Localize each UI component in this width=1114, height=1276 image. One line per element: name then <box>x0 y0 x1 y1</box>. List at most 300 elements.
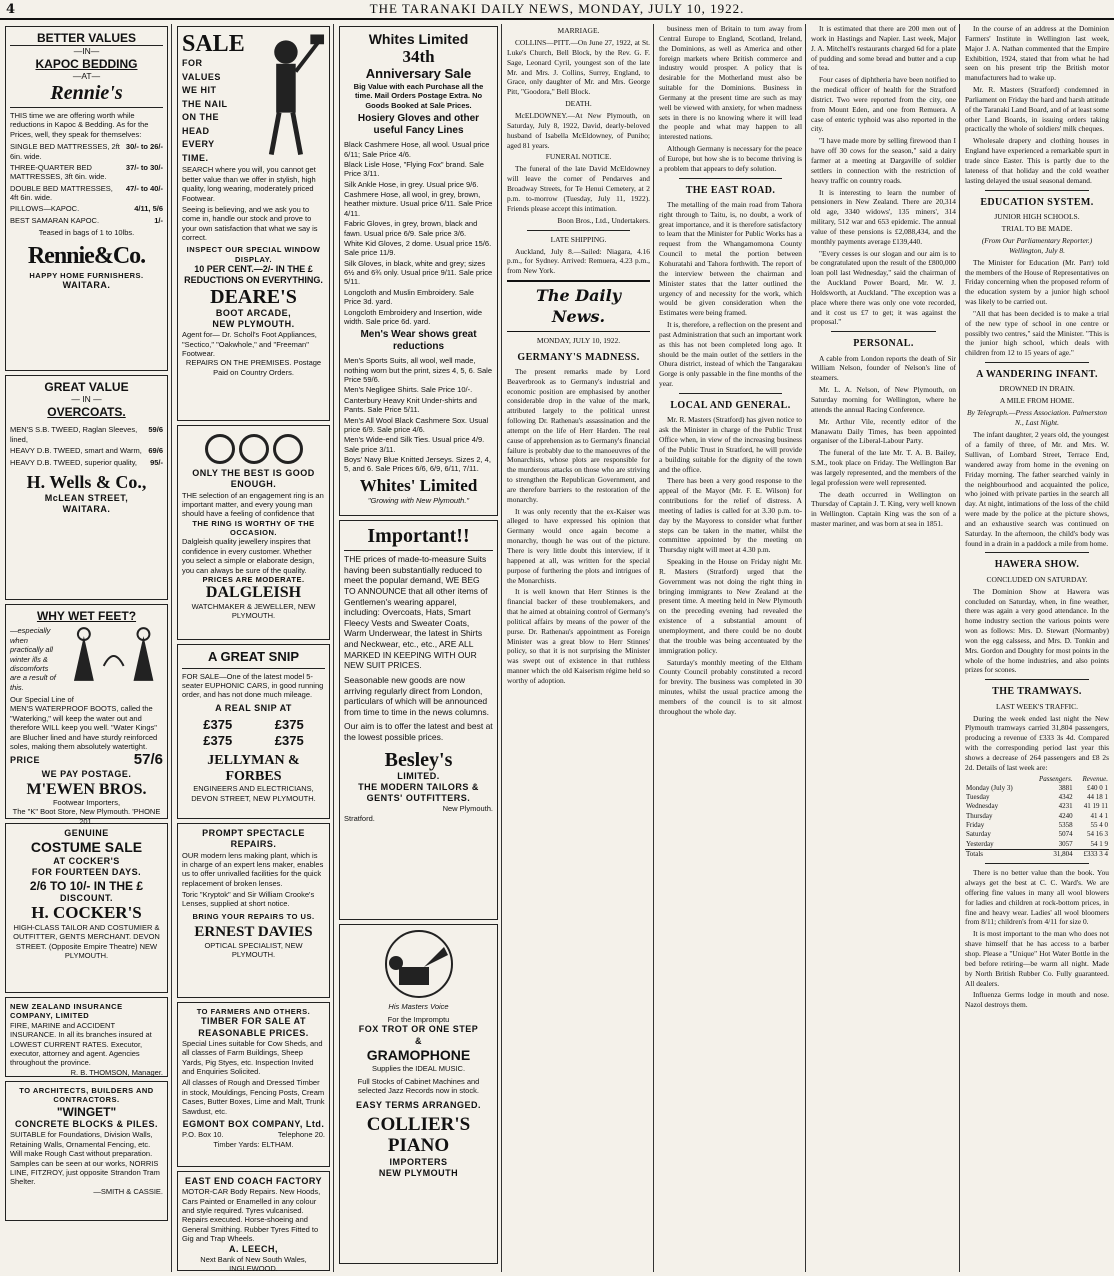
table-row <box>965 812 1109 821</box>
gramophone-supplies: Supplies the IDEAL MUSIC. <box>371 1063 466 1073</box>
article-paragraph: It is interesting to learn the number of pensioners in New Zealand. There are 20,314 old age, 3340 widows', 135 miners', 314 military, 512 war and 653 epidemic. The annual value of these pensions is £2,088,434, and the monthly payments average £139,440. <box>811 187 956 246</box>
table-cell: 54 16 3 <box>1087 830 1108 839</box>
whites-men: Men's Wear shows great reductions <box>360 329 477 353</box>
sale-slogan-line: FOR <box>182 58 203 69</box>
table-cell: 5074 <box>1058 830 1073 839</box>
sale-slogan-line: VALUES <box>182 71 221 82</box>
rennie-ad <box>5 26 168 371</box>
mewen-price: 57/6 <box>133 751 163 769</box>
snip-price: £375 <box>203 716 233 732</box>
ring-icon <box>239 434 269 464</box>
mewen-tagline: Footwear Importers, <box>52 798 121 808</box>
table-cell: Wednesday <box>966 802 999 811</box>
table-cell: 3057 <box>1058 839 1073 848</box>
item-name: PILLOWS—KAPOC. <box>10 204 80 214</box>
deare-agent: Agent for— Dr. Scholl's Foot Appliances, "Sectico," "Oakwhole," and "Freeman" Footwear. <box>182 330 317 358</box>
death-heading: DEATH. <box>565 99 592 109</box>
sale-reduction: 10 PER CENT.—2/- IN THE £ REDUCTIONS ON EVERYTHING. <box>184 264 323 285</box>
hammer-man-illustration <box>242 31 325 161</box>
item-price: 59/6 <box>148 425 163 435</box>
cocker-discount-word: DISCOUNT. <box>59 892 113 903</box>
editorial-paragraph: It was only recently that the ex-Kaiser was alleged to have expressed his opinion that Germany would once again become a monarchy, though he was out of the picture. There is very little doubt this interview, if it happened at all, was written for the special purpose of furthering the plots and intrigues of the Monarchists. <box>507 506 650 585</box>
table-cell: Totals <box>965 849 1028 859</box>
infant-body <box>965 430 1109 548</box>
gramophone-stock: Full Stocks of Cabinet Machines and selected Jazz Records now in stock. <box>357 1077 480 1096</box>
whites-title: Whites Limited <box>368 31 469 47</box>
jellyman-ad <box>177 644 330 819</box>
sale-slogan-line: ON THE <box>182 112 220 123</box>
whites-item: White Kid Gloves, 2 dome. Usual price 15/6. Sale price 11/9. <box>344 238 492 258</box>
mewen-address: The "K" Boot Store, New Plymouth. 'PHONE 201. <box>12 807 161 826</box>
table-cell: Tuesday <box>966 793 990 802</box>
wells-price-row <box>10 458 163 467</box>
deare-sale-ad <box>177 26 330 421</box>
ring-icon <box>205 434 235 464</box>
deare-store: BOOT ARCADE, <box>215 307 292 318</box>
infant-sub2: A MILE FROM HOME. <box>999 396 1075 406</box>
column-6 <box>808 24 960 1272</box>
dateline: MONDAY, JULY 10, 1922. <box>536 335 621 345</box>
paper-title: The Daily News. <box>507 280 650 332</box>
gramophone-dance: FOX TROT OR ONE STEP <box>358 1024 479 1035</box>
news-items <box>811 24 956 327</box>
timber-tel: Telephone 20. <box>277 1130 325 1140</box>
article-paragraph: In the course of an address at the Dominion Farmers' Institute in Wellington last week, Major J. A. Nathan commented that the Empire Exhibition, 1924, stated that from what he had seen on his present trip the British motor manufacturers had to wake up. <box>965 24 1109 83</box>
whites-slogan: "Growing with New Plymouth." <box>367 495 470 505</box>
table-cell: Saturday <box>966 830 991 839</box>
wells-town: WAITARA. <box>62 503 111 514</box>
table-cell: 4342 <box>1058 793 1073 802</box>
article-paragraph: Mr. R. Masters (Stratford) has given notice to ask the Minister in charge of the Public Trust Office when, in view of the increasing business of the Public Trust in Stratford, he will provide a building suitable for the dignity of the town and the office. <box>659 415 802 474</box>
shipping-notice: Auckland, July 8.—Sailed: Niagara, 4.16 p.m., for Sydney. Arrived: Remuera, 4.23 p.m., from New York. <box>507 246 650 276</box>
cocker-sale: COSTUME SALE <box>30 839 143 856</box>
death-notice: McELDOWNEY.—At New Plymouth, on Saturday, July 8, 1922, David, dearly-beloved husband of Isabella McEldowney, of Puniho; aged 81 years. <box>507 111 650 150</box>
infant-heading: A WANDERING INFANT. <box>976 369 1098 381</box>
timber-logo: EGMONT BOX COMPANY, Ltd. <box>182 1118 325 1129</box>
education-byline: (From Our Parliamentary Reporter.) Wellington, July 8. <box>981 235 1093 255</box>
column-1 <box>2 24 172 1272</box>
education-body <box>965 258 1109 358</box>
marriage-heading: MARRIAGE. <box>557 26 600 35</box>
snip-body: FOR SALE—One of the latest model 5-seater EUPHONIC CARS, in good running order, and has not done much mileage. <box>182 671 324 700</box>
rennie-headline: BETTER VALUES <box>10 31 163 46</box>
rennie-price-list <box>10 142 163 225</box>
mewen-body: MEN'S WATERPROOF BOOTS, called the "Waterking," will keep the water out and therefore WILL keep you well. "Water Kings" are Blucher lined and have sturdy reinforced soles, making them absolutely watertight. <box>10 704 158 751</box>
cocker-top: GENUINE <box>64 828 109 838</box>
article-paragraph: Speaking in the House on Friday night Mr. R. Masters (Stratford) urged that the Government was not doing the right thing in bringing immigrants to New Zealand at the present time. A meeting held in New Plymouth on the preceding evening had revealed the existence of a substantial amount of unemployment, and there could be no doubt that the trouble was being accentuated by the immigration policy. <box>659 557 802 655</box>
marriage-notice: COLLINS—PITT.—On June 27, 1922, at St. Luke's Church, Bell Block, by the Rev. G. F. Sage, Leonard Cyril, youngest son of the late Mr. and Mrs. J. Collins, Surrey, England, to Grace, only daughter of Mr. and Mrs. George Pitt, "Goodora," Bell Block. <box>507 37 650 97</box>
rennie-price-row <box>10 216 163 225</box>
snip-price: £375 <box>203 733 233 749</box>
article-paragraph: Mr. Arthur Vile, recently editor of the Manawatu Daily Times, has been appointed organiser of the Liberal-Labour Party. <box>811 416 956 446</box>
sale-title: SALE <box>182 31 245 57</box>
editorial-paragraph: It is well known that Herr Stinnes is the financial backer of these troublemakers, and that he aimed at obtaining control of Germany's political affairs by means of the power of the purse. Dr. Rathenau's appointment as Foreign Minister was a great blow to Herr Stinnes' policy, so that it is not surprising the Minister was swept out of existence in that ruthless manner which the old Kaiserism régime held so worthy of adoption. <box>507 587 650 685</box>
article-paragraph: A cable from London reports the death of Sir William Nelson, founder of Nelson's line of steamers. <box>811 353 956 383</box>
timber-body: Special Lines suitable for Cow Sheds, and all classes of Farm Buildings, Sheep Yards, Pig Styes, etc. Inspection Invited and Enquiries Solicited. <box>182 1038 323 1076</box>
whites-intro: Big Value with each Purchase all the time. Mail Orders Postage Extra. No Goods Booked at Sale Prices. <box>353 82 484 110</box>
item-name: DOUBLE BED MATTRESSES, 4ft 6in. wide. <box>10 183 113 203</box>
column-4 <box>504 24 654 1272</box>
table-row <box>965 793 1109 802</box>
jellyman-logo: JELLYMAN & FORBES <box>207 753 300 784</box>
hmv-label: His Masters Voice <box>388 1001 449 1011</box>
cocker-ad <box>5 823 168 993</box>
besley-town1: New Plymouth. <box>442 804 493 814</box>
item-price: 30/- to 26/- <box>125 142 163 152</box>
sale-slogan-line: WE HIT <box>182 85 217 96</box>
rennie-intro: THIS time we are offering worth while reductions in Kapoc & Bedding. As for the Prices, well, they speak for themselves: <box>10 111 149 139</box>
article-paragraph: There has been a very good response to the appeal of the Mayor (Mr. F. E. Wilson) for contributions for the relief of distress. A meeting of ladies is called for at 3.30 p.m. to-day by the Mayoress to consider what further steps can be taken in the matter, whilst the committee appointed by the meeting on Thursday night will meet at 4.30 p.m. <box>659 476 802 555</box>
collier-ad <box>339 924 498 1264</box>
item-price: 4/11, 5/6 <box>134 204 163 214</box>
article-paragraph: It is estimated that there are 200 men out of work in Hastings and Napier. Last week, Major J. A. Mitchell's restaurants charged 6d for a plate of pudding and some bread and butter and a cup of tea. <box>811 24 956 73</box>
dalgleish-body2: Dalgleish quality jewellery inspires that confidence in every customer. Whether you select a simple or elaborate design, you can always be sure of the quality. <box>182 537 315 575</box>
dalgleish-prices: PRICES ARE MODERATE. <box>202 574 305 584</box>
whites-men-item: Boys' Navy Blue Knitted Jerseys. Sizes 2, 4, 5, and 6. Sale Prices 6/6, 6/9, 6/11, 7/11. <box>344 455 491 474</box>
cocker-weeks: FOR FOURTEEN DAYS. <box>31 867 142 878</box>
article-paragraph: Although Germany is necessary for the peace of Europe, but how she is to become thriving is a problem that appears to defy solution. <box>659 144 802 173</box>
cocker-discount: 2/6 TO 10/- IN THE £ <box>29 878 144 893</box>
local-general-body <box>659 415 802 716</box>
insurance-title: NEW ZEALAND INSURANCE COMPANY, LIMITED <box>10 1002 123 1021</box>
snip-prices <box>182 717 325 750</box>
tramways-intro: During the week ended last night the New Plymouth tramways carried 31,804 passengers, producing a revenue of £333 3s 4d. Compared with the corresponding period last year this shows a decrease of 264 passengers and £8 2s 2d. Details of last week are: <box>965 713 1109 772</box>
table-cell: £40 0 1 <box>1087 783 1108 792</box>
table-header-cell: Passengers. <box>1038 774 1073 783</box>
article-paragraph: Influenza Germs lodge in mouth and nose. Nazol destroys them. <box>965 990 1109 1010</box>
wells-street: McLEAN STREET, <box>44 492 129 503</box>
ring-icon <box>273 434 303 464</box>
snip-price: £375 <box>274 733 304 749</box>
education-sub2: TRIAL TO BE MADE. <box>1001 223 1073 233</box>
hawera-heading: HAWERA SHOW. <box>994 559 1080 571</box>
table-cell: 55 4 0 <box>1090 821 1108 830</box>
masthead <box>0 0 1114 20</box>
besley-town2: Stratford. <box>344 813 375 823</box>
whites-item: Longcloth and Muslin Embroidery. Sale Price 3d. yard. <box>344 287 474 307</box>
article-paragraph: The death occurred in Wellington on Thursday of Captain J. T. King, very well known in Wellington. Captain King was the son of a master mariner, and was born at sea in 1851. <box>811 489 956 529</box>
sale-body: SEARCH where you will, you cannot get better value than we offer in stylish, high quality, long wearing, moderately priced Footwear. <box>182 165 316 203</box>
insurance-manager: R. B. THOMSON, Manager. <box>70 1067 163 1077</box>
snip-title: A GREAT SNIP <box>207 649 299 664</box>
item-name: BEST SAMARAN KAPOC. <box>10 215 100 225</box>
hawera-sub: CONCLUDED ON SATURDAY. <box>986 574 1088 584</box>
mewen-logo: M'EWEN BROS. <box>26 780 147 798</box>
gramophone-amp: & <box>415 1035 422 1046</box>
article-paragraph: The Minister for Education (Mr. Parr) told the members of the House of Representatives on Friday concerning when the proposed reform of the education system by a junior high school was likely to be carried out. <box>965 257 1109 307</box>
factory-title: EAST END COACH FACTORY <box>184 1176 322 1186</box>
article-paragraph: Four cases of diphtheria have been notified to the medical officer of health for the Stratford district. Two were reported from the city, one from Mount Eden, and one from Remuera. A case of enteric typhoid was also reported in the city. <box>811 75 956 134</box>
article-paragraph: Saturday's monthly meeting of the Eltham County Council probably constituted a record for brevity. The business was completed in 30 minutes, whilst the usual practice among the members of the council is to sit almost throughout the whole day. <box>659 657 802 716</box>
item-price: 37/- to 30/- <box>125 162 163 172</box>
cocker-logo: H. COCKER'S <box>31 903 142 923</box>
deare-repairs: REPAIRS ON THE PREMISES. Postage Paid on Country Orders. <box>185 358 322 377</box>
collier-logo: COLLIER'S PIANO <box>366 1114 471 1156</box>
winget-ad <box>5 1081 168 1221</box>
whites-item: Silk Ankle Hose, in grey. Usual price 9/6. <box>344 179 479 189</box>
education-sub: JUNIOR HIGH SCHOOLS. <box>994 211 1080 221</box>
table-header-cell: Revenue. <box>1082 774 1108 783</box>
raised-hands-illustration <box>64 626 163 681</box>
item-price: 95/- <box>150 457 163 467</box>
infant-byline: By Telegraph.—Press Association. Palmerston N., Last Night. <box>967 408 1107 428</box>
davies-title: PROMPT SPECTACLE REPAIRS. <box>202 828 305 850</box>
article-paragraph: It is, therefore, a reflection on the present and past Administration that such an important work as this has not been completed long ago. It should be the main outlet of the settlers in the Ohura district, instead of which the Tangarakau Gorge is only passable in the fine months of the year. <box>659 320 802 389</box>
item-name: HEAVY D.B. TWEED, smart and Warm, <box>10 446 142 456</box>
personal-heading: PERSONAL. <box>853 338 914 350</box>
important-body2: Seasonable new goods are now arriving regularly direct from London, particulars of which will be announced from time to time in the news columns. <box>344 674 490 717</box>
sale-slogan-line: TIME. <box>182 152 209 163</box>
timber-top: TO FARMERS AND OTHERS. <box>196 1007 311 1016</box>
winget-product: CONCRETE BLOCKS & PILES. <box>14 1119 158 1130</box>
article-paragraph: It is most important to the man who does not shave himself that he has access to a barber shop. Please a "Unique" Hot Water Bottle in the bed before retiring—be warm all night. Made by North British Rubber Co. Fully guaranteed. All dealers. <box>965 929 1109 988</box>
winget-name: "WINGET" <box>56 1104 117 1119</box>
news-items-top <box>965 24 1109 186</box>
whites-item: Black Cashmere Hose, all wool. Usual price 6/11; Sale Price 4/6. <box>344 140 490 159</box>
wells-price-row <box>10 446 163 455</box>
article-paragraph: The metalling of the main road from Tahora right through to Taitu, is, no doubt, a work of great importance, and it is therefore satisfactory to learn that the Minister for Public Works has a request from the Whangamomona County Council to metal the portion between Kohuratahi and Tahora forthwith. The report of the interview between the chairman and Minister states that the latter outlined the urgency of and necessity for the work, which would be given consideration when the Estimates were being framed. <box>659 199 802 318</box>
whites-section: Hosiery Gloves and other useful Fancy Lines <box>357 113 480 137</box>
davies-ad <box>177 823 330 998</box>
tramways-sub: LAST WEEK'S TRAFFIC. <box>996 701 1078 711</box>
article-paragraph: Wholesale drapery and clothing houses in England have experienced a remarkable spurt in trade since Easter. This is partly due to the lateness of that holiday and the cold weather lasting delayed the usual seasonal demand. <box>965 136 1109 185</box>
table-cell: Friday <box>966 821 985 830</box>
whites-men-item: Men's Sports Suits, all wool, well made, nothing worn but the print, sizes 4, 5, 6. Sale Price 59/6. <box>344 356 493 385</box>
leech-logo: A. LEECH, <box>228 1243 278 1254</box>
rennie-bedding: KAPOC BEDDING <box>35 57 138 72</box>
column-3 <box>336 24 502 1272</box>
editorial-paragraph: The present remarks made by Lord Beaverbrook as to Germany's industrial and economic position are emphasised by another considerable drop in the value of the mark, attributed largely to the political unrest following Dr. Rathenau's assassination and the attempt on the life of Herr Harden. The real cause of apprehension as to Germany's financial failure is probably due to the manoeuvres of the Monarchists, whose plots are responsible for the murderous attacks on those who are striving to strengthen the Republican Government, and are therefore barriers to the restoration of the monarchy. <box>507 366 650 504</box>
item-price: 69/6 <box>148 446 163 456</box>
table-cell: 41 4 1 <box>1090 811 1108 820</box>
whites-ad <box>339 26 498 516</box>
whites-men-item: Men's All Wool Black Cashmere Sox. Usual price 6/9. Sale price 4/6. <box>344 415 489 434</box>
insurance-ad <box>5 997 168 1077</box>
rennie-price-row <box>10 204 163 213</box>
whites-item: Cashmere Hose, all wool, in grey, brown, heather mixture. Usual price 6/11. Sale Price 4/11. <box>344 190 493 218</box>
his-masters-voice-dog-illustration <box>374 929 464 999</box>
sale-slogan <box>182 57 242 165</box>
sale-invite: INSPECT OUR SPECIAL WINDOW DISPLAY. <box>186 245 321 264</box>
important-body: THE prices of made-to-measure Suits having been substantially reduced to meet the popular demand, WE BEG TO ANNOUNCE that all other items of Gentlemen's wearing apparel, including: Overcoats, Hats, Smart Fleecy Vests and Sweater Coats, Warm Underwear, the latest in Shirts and Neckwear, etc., etc., ARE ALL MARKED IN KEEPING WITH OUR NEW SUIT PRICES. <box>344 554 488 671</box>
hawera-body <box>965 587 1109 676</box>
rennie-note: Teased in bags of 1 to 10lbs. <box>38 228 135 238</box>
mewen-list-label: Our Special Line of <box>10 695 74 705</box>
article-paragraph: "I have made more by selling firewood than I have off 30 cows for the season," said a dairy farmer at a meeting at Dargaville of soldier settlers in connection with the restriction of heavy traffic on country roads. <box>811 136 956 185</box>
dalgleish-body: THE selection of an engagement ring is an important matter, and every young man should have a feeling of confidence that <box>182 490 324 519</box>
important-body3: Our aim is to offer the latest and best at the lowest possible prices. <box>344 721 493 742</box>
cocker-at: AT COCKER'S <box>53 856 120 867</box>
rennie-price-row <box>10 163 163 182</box>
timber-agent: Timber Yards: ELTHAM. <box>213 1139 294 1149</box>
editorial-body <box>507 367 650 686</box>
deare-logo: DEARE'S <box>210 285 297 308</box>
jellyman-tagline: ENGINEERS AND ELECTRICIANS, DEVON STREET, NEW PLYMOUTH. <box>191 784 316 803</box>
table-cell: £333 3 4 <box>1074 849 1109 859</box>
whites-men-item: Men's Negligee Shirts. Sale Price 10/-. <box>344 385 473 395</box>
whites-sub2: Anniversary Sale <box>365 66 472 82</box>
cocker-tagline: HIGH-CLASS TAILOR AND COSTUMIER & OUTFITTER, GENTS MERCHANT. DEVON STREET. (Opposite Empire Theatre) NEW PLYMOUTH. <box>13 922 160 960</box>
east-road-body <box>659 200 802 389</box>
column-5 <box>656 24 806 1272</box>
table-header-cell <box>965 775 1028 784</box>
table-cell: 4240 <box>1058 811 1073 820</box>
item-name: SINGLE BED MATTRESSES, 2ft 6in. wide. <box>10 142 120 161</box>
winget-top: TO ARCHITECTS, BUILDERS AND CONTRACTORS. <box>19 1086 154 1105</box>
editorial-continued <box>659 24 802 174</box>
tramway-traffic-table <box>965 775 1109 860</box>
gramophone-title: GRAMOPHONE <box>366 1046 471 1063</box>
wells-product: OVERCOATS. <box>47 405 126 420</box>
leech-ad <box>177 1171 330 1271</box>
article-paragraph: business men of Britain to turn away from Central Europe to England, Scotland, Ireland, the Dominions, as well as America and other foreign markets where British commerce and industry would prosper. A policy that is desirable for the Motherland must also be suitable for the Dominions. Business in Germany at the present time are such as may well be viewed with anxiety, for when madness sets in there is no knowing where it will lead the people and what may happen to all interested nations. <box>659 24 802 142</box>
column-7 <box>962 24 1112 1272</box>
item-name: HEAVY D.B. TWEED, superior quality, <box>10 457 137 467</box>
dalgleish-logo: DALGLEISH <box>205 584 302 602</box>
wells-headline: GREAT VALUE <box>44 380 129 394</box>
besley-ad <box>339 520 498 920</box>
item-price: 1/- <box>154 215 163 225</box>
article-paragraph: "Every cesses is our slogan and our aim is to be congratulated upon the result of the £800,000 loan poll last Wednesday," said the chairman of the Auckland Power Board, Mr. W. J. Holdsworth, at Auckland. "The exception was a place where there was only one vote recorded, and it cost us £7 to get; it was against the proposal." <box>811 248 956 327</box>
rings-illustration <box>182 434 325 464</box>
table-row <box>965 840 1109 850</box>
leech-address: Next Bank of New South Wales, INGLEWOOD. <box>200 1254 307 1272</box>
table-row <box>965 821 1109 830</box>
besley-ltd: LIMITED. <box>397 770 440 781</box>
deare-town: NEW PLYMOUTH. <box>212 318 295 329</box>
rennie-logo: Rennie&Co. <box>27 242 146 269</box>
whites-item: Black Lisle Hose, "Flying Fox" brand. Sale Price 3/11. <box>344 159 484 179</box>
insurance-body: FIRE, MARINE and ACCIDENT INSURANCE. In all its branches insured at LOWEST CURRENT RATES. Executor, executor, attorney and agent. Agencies throughout the province. <box>10 1020 152 1068</box>
table-cell: 44 18 1 <box>1087 793 1108 802</box>
mewen-postage: WE PAY POSTAGE. <box>41 769 132 780</box>
dalgleish-top: ONLY THE BEST IS GOOD ENOUGH. <box>192 468 315 490</box>
collier-town: NEW PLYMOUTH <box>378 1168 459 1179</box>
article-paragraph: There is no better value than the book. You always get the best at C. C. Ward's. We are offering fine values in many all wool blowers for ladies and children at rock-bottom prices, in fine and heavy wear. Ladies' all wool bloomers from 8/11; children's from 4/11 for size 0. <box>965 868 1109 927</box>
timber-title: TIMBER FOR SALE AT REASONABLE PRICES. <box>198 1016 309 1038</box>
article-paragraph: The funeral of the late Mr. T. A. B. Bailey, S.M., took place on Friday. The Wellington Bar was largely represented, and the members of the legal profession were well represented. <box>811 448 956 487</box>
mewen-side-text: —especially when practically all winter ills & discomforts are a result of this. <box>10 626 56 692</box>
mewen-headline: WHY WET FEET? <box>36 609 137 623</box>
education-heading: EDUCATION SYSTEM. <box>980 196 1094 208</box>
important-title: Important!! <box>367 525 470 547</box>
davies-tagline: OPTICAL SPECIALIST, NEW PLYMOUTH. <box>204 940 303 959</box>
whites-item: Longcloth Embroidery and Insertion, wide width. Sale price 6d. yard. <box>344 307 482 326</box>
mewen-ad <box>5 604 168 826</box>
editorial-heading: GERMANY'S MADNESS. <box>517 351 640 363</box>
davies-logo: ERNEST DAVIES <box>194 924 313 941</box>
infant-sub: DROWNED IN DRAIN. <box>999 384 1075 394</box>
snip-real: A REAL SNIP AT <box>215 702 292 713</box>
east-road-heading: THE EAST ROAD. <box>685 184 776 196</box>
wells-price-list <box>10 425 163 467</box>
whites-men-item: Canterbury Heavy Knit Under-shirts and Pants. Sale Price 5/11. <box>344 395 477 415</box>
news-items-bottom <box>965 868 1109 1010</box>
rennie-store: Rennie's <box>50 82 123 105</box>
whites-logo: Whites' Limited <box>359 475 478 495</box>
table-total-row <box>965 849 1109 859</box>
table-cell: 41 19 11 <box>1083 802 1108 811</box>
rennie-price-row <box>10 184 163 203</box>
item-name: MEN'S S.B. TWEED, Raglan Sleeves, lined, <box>10 425 138 444</box>
timber-ad <box>177 1002 330 1167</box>
collier-tagline: IMPORTERS <box>389 1156 448 1167</box>
davies-body: OUR modern lens making plant, which is in charge of an expert lens maker, enables us to offer unrivalled facilities for the quick replacement of broken lenses. <box>182 850 324 888</box>
article-paragraph: Mr. R. Masters (Stratford) condemned in Parliament on Friday the hard and harsh attitude of the Taranaki Land Board, and of at least some other Land Boards, in issuing orders taking practically the whole of soldiers' milk cheques. <box>965 85 1109 134</box>
masthead-title: THE TARANAKI DAILY NEWS, MONDAY, JULY 10, 1922. <box>369 1 745 16</box>
snip-price: £375 <box>274 716 304 732</box>
table-cell: 3881 <box>1058 783 1073 792</box>
winget-body: SUITABLE for Foundations, Division Walls, Retaining Walls, Ornamental Fencing, etc. Will make Rough Cast without preparation. Samples can be seen at our works, NORRIS LINE, FITZROY, just opposite Strandon Tram Shelter. <box>10 1130 160 1187</box>
whites-men-items <box>344 356 493 474</box>
sale-slogan-line: EVERY <box>182 139 215 150</box>
timber-body2: All classes of Rough and Dressed Timber in stock, Mouldings, Fencing Posts, Cream Cases, Butter Boxes, Lime and Malt, Trunk Sawdust, etc. <box>182 1078 325 1116</box>
wells-in: — IN — <box>71 394 102 405</box>
table-row <box>965 830 1109 839</box>
personal-body <box>811 354 956 529</box>
page-number: 4 <box>6 2 17 17</box>
sale-slogan-line: HEAD <box>182 125 210 136</box>
table-cell: 5358 <box>1058 821 1073 830</box>
article-paragraph: Mr. L. A. Nelson, of New Plymouth, on Saturday morning for Wellington, where he attends the annual Racing Conference. <box>811 385 956 414</box>
table-cell: 54 1 9 <box>1090 839 1108 848</box>
timber-po: P.O. Box 10. <box>182 1130 224 1140</box>
sale-slogan-line: THE NAIL <box>182 98 228 109</box>
rennie-at: —AT— <box>72 71 101 82</box>
table-row <box>965 784 1109 793</box>
dalgleish-mid: THE RING IS WORTHY OF THE OCCASION. <box>192 518 315 537</box>
davies-bring: BRING YOUR REPAIRS TO US. <box>192 911 315 921</box>
gramophone-terms: EASY TERMS ARRANGED. <box>355 1099 481 1110</box>
rennie-town: WAITARA. <box>62 279 111 290</box>
funeral-heading: FUNERAL NOTICE. <box>545 152 612 162</box>
winget-owner: —SMITH & CASSIE. <box>93 1186 163 1196</box>
table-cell: Yesterday <box>966 839 994 848</box>
rennie-tagline: HAPPY HOME FURNISHERS. <box>29 270 144 280</box>
besley-logo: Besley's <box>384 748 453 771</box>
article-paragraph: The infant daughter, 2 years old, the youngest of a family of three, of Mr. and Mrs. W. Sullivan, of Lombard Street, Terrace End, wandered away from home in the evening on Friday morning. The father searched vainly in the neighbourhood and acquainted the police, who joined with private parties in the search all day. At night, intimations of the loss of the child were made by the police at the picture shows, and an exhaustive search was continued on Saturday. In the afternoon, the child's body was found in a drain in a paddock a mile from home. <box>965 430 1109 548</box>
funeral-notice: The funeral of the late David McEldowney will leave the corner of Pendarves and Broadway Streets, for Te Henui Cemetery, at 2 p.m. to-morrow (Tuesday, July 11, 1922). Friends please accept this intimation. <box>507 164 650 213</box>
dalgleish-ad <box>177 425 330 640</box>
wells-price-row <box>10 425 163 444</box>
shipping-heading: LATE SHIPPING. <box>550 234 607 244</box>
gramophone-for: For the Impromptu <box>387 1015 450 1024</box>
table-cell: 4231 <box>1058 802 1073 811</box>
mewen-price-label: PRICE <box>10 754 41 765</box>
wells-ad <box>5 375 168 600</box>
wells-logo: H. Wells & Co., <box>26 471 147 492</box>
local-general-heading: LOCAL AND GENERAL. <box>670 399 791 411</box>
davies-toric: Toric "Kryptok" and Sir William Crooke's Lenses, supplied at short notice. <box>182 890 315 909</box>
whites-item: Silk Gloves, in black, white and grey; sizes 6½ and 6¾ only. Usual price 9/11. Sale price 5/11. <box>344 258 493 287</box>
table-row <box>965 802 1109 811</box>
table-cell: Monday (July 3) <box>966 783 1013 792</box>
table-cell: Thursday <box>966 811 993 820</box>
article-paragraph: "All that has been decided is to make a trial of the new type of school in one centre or possibly two centres," said the Minister. "This is the junior high school, which deals with children from 12 to 15 years of age." <box>965 308 1109 358</box>
sale-body2: Seeing is believing, and we ask you to come in, handle our stock and prove to your own satisfaction that what we say is correct. <box>182 204 318 243</box>
whites-sub1: 34th <box>402 46 435 66</box>
tramways-heading: THE TRAMWAYS. <box>992 686 1082 698</box>
whites-men-item: Men's Wide-end Silk Ties. Usual price 4/9. Sale price 3/11. <box>344 435 485 454</box>
besley-tagline: THE MODERN TAILORS & GENTS' OUTFITTERS. <box>358 781 479 804</box>
leech-body: MOTOR-CAR Body Repairs. New Hoods, Cars Painted or Enamelled in any colour and style required. Tyres vulcanised. Repairs executed. Horse-shoeing and General Smithing. Rubber Tyres Fitted to Gig and Trap Wheels. <box>182 1187 321 1244</box>
dalgleish-tagline: WATCHMAKER & JEWELLER, NEW PLYMOUTH. <box>191 601 316 621</box>
undertakers: Boon Bros., Ltd., Undertakers. <box>557 215 650 225</box>
item-name: THREE-QUARTER BED MATTRESSES, 3ft 6in. wide. <box>10 162 107 182</box>
whites-item: Fabric Gloves, in grey, brown, black and fawn. Usual price 6/9. Sale price 3/6. <box>344 219 478 238</box>
column-2 <box>174 24 334 1272</box>
table-cell: 31,804 <box>1028 849 1074 859</box>
